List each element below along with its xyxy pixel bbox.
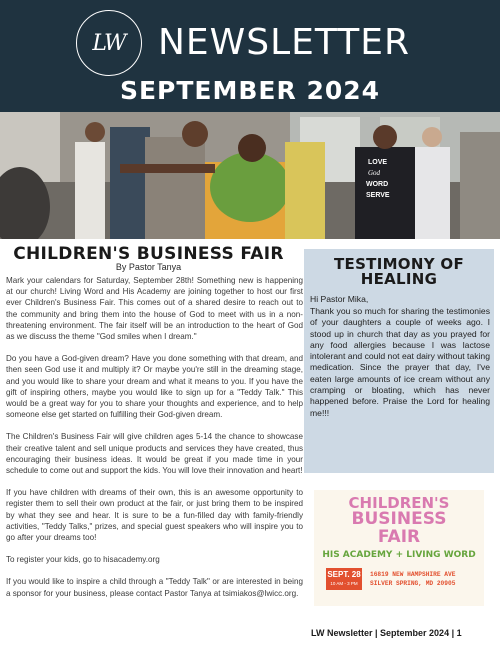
flyer-hosts: HIS ACADEMY + LIVING WORD	[322, 550, 476, 560]
shirt-text-2: God	[368, 169, 381, 177]
church-event-photo	[0, 112, 500, 239]
lw-logo	[76, 10, 142, 76]
shirt-text-3: WORD	[366, 181, 389, 188]
testimony-greeting: Hi Pastor Mika,	[310, 294, 369, 304]
fair-article-body	[6, 275, 303, 610]
flyer-time: 10 AM - 3 PM	[330, 581, 358, 586]
testimony-body: Thank you so much for sharing the testimonies of your daughters a couple of weeks ago. I stood up in church that day as you prayed for any food allergies because I was lactose intolerant and could not eat dairy without taking medication. Since the prayer that day, I've eaten large amounts of ice cream without any cramping or bloating, which has never happened before. Praise the Lord for healing me!!!	[310, 306, 490, 418]
testimony-title-line-1: TESTIMONY OF	[333, 255, 464, 273]
fair-article-byline: By Pastor Tanya	[115, 262, 182, 272]
article-paragraph: If you would like to inspire a child through a "Teddy Talk" or are interested in being a sponsor for your business, please contact Pastor Tanya at tsimiakos@lwicc.org.	[6, 577, 303, 598]
flyer-address-line-2: SILVER SPRING, MD 20905	[370, 579, 456, 587]
newsletter-title: NEWSLETTER	[158, 22, 411, 63]
business-fair-flyer	[314, 490, 484, 606]
flyer-address-line-1: 16819 NEW HAMPSHIRE AVE	[370, 571, 456, 578]
testimony-title	[304, 257, 494, 287]
newsletter-header	[0, 0, 500, 112]
flyer-heading-line-1: CHILDREN'S	[348, 494, 450, 512]
fair-article-title: CHILDREN'S BUSINESS FAIR	[13, 244, 284, 264]
flyer-date-badge	[326, 568, 362, 590]
logo-text: LW	[92, 30, 126, 56]
flyer-date: SEPT. 28	[327, 570, 361, 579]
article-paragraph: The Children's Business Fair will give children ages 5-14 the chance to showcase their creative talent and sell unique products and services they have created, thus encouraging their business ideas. It would be great if you made time in your schedule to come out and support the kids. You will love their innovation and heart!	[6, 432, 303, 476]
page-footer: LW Newsletter | September 2024 | 1	[311, 628, 462, 638]
testimony-box	[304, 249, 494, 473]
article-paragraph: If you have children with dreams of their own, this is an awesome opportunity to register them to sell their own product at the fair, or just bring them to be inspired by what they see and hear. It is sure to be a fun-filled day with family-friendly activities, "Teddy Talks," prizes, and special guest speakers who will inspire you to go after your dreams too!	[6, 488, 303, 543]
article-paragraph: Do you have a God-given dream? Have you done something with that dream, and then seen God use it and multiply it? Or maybe you're still in the dreaming stage, and you would like to share your dream and what it means to you. If you have the gift of inspiring others, maybe you would like to sign up for a "Teddy Talk." This would be a great way for you to share your thoughts and experience, and to help someone else get started on fulfilling their God-given dream.	[6, 354, 303, 420]
flyer-heading-line-3: FAIR	[377, 527, 421, 547]
flyer-address	[370, 571, 480, 588]
shirt-text-1: LOVE	[368, 159, 388, 166]
article-paragraph: Mark your calendars for Saturday, September 28th! Something new is happening at our church! Living Word and His Academy are joining together to host our first ever Children's Business Fair. This comes out of a shared desire to reach out to the community and bring them into the house of God to meet with us in a non-threatening environment. The fair itself will be an introduction to the heart of God as we discuss the theme "God smiles when I dream."	[6, 276, 303, 342]
testimony-title-line-2: HEALING	[360, 270, 438, 288]
shirt-text-4: SERVE	[366, 192, 390, 199]
article-paragraph: To register your kids, go to hisacademy.org	[6, 555, 160, 565]
issue-date: SEPTEMBER 2024	[119, 76, 381, 105]
header-photo	[0, 112, 500, 239]
flyer-heading-line-2: BUSINESS	[351, 509, 447, 529]
